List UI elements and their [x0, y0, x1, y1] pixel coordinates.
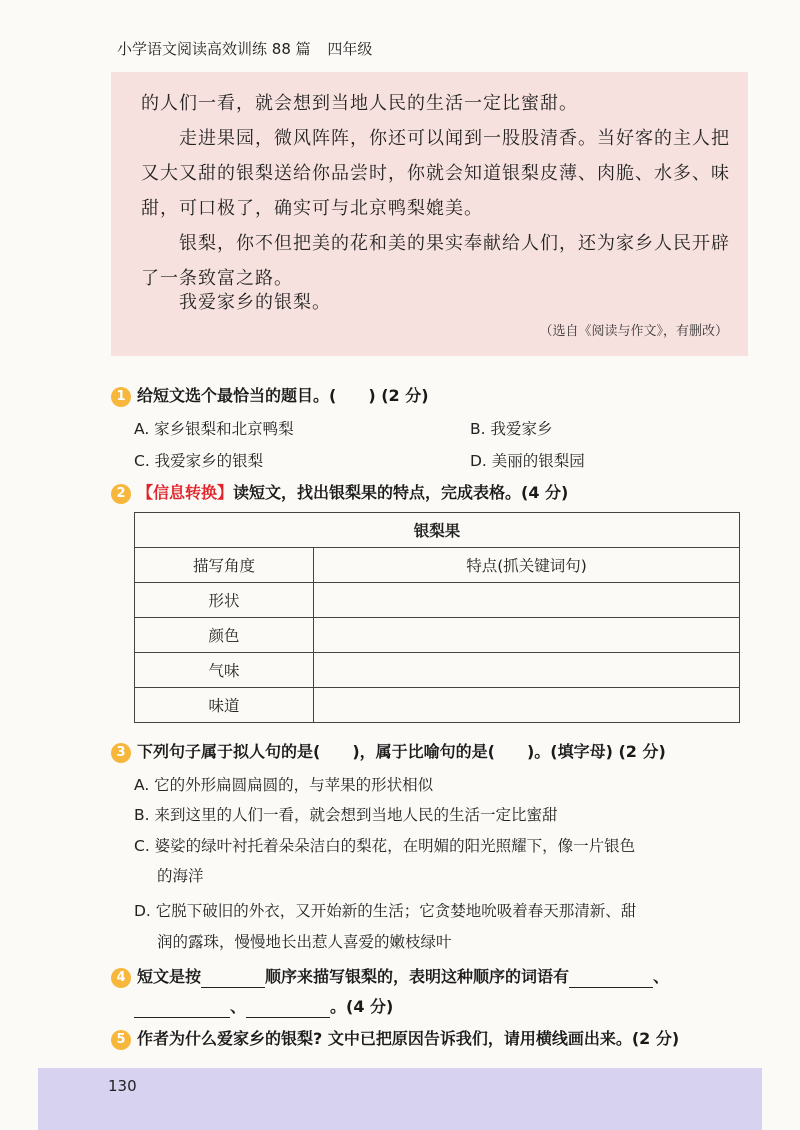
separator: 、 [653, 967, 670, 986]
question-3 [111, 741, 666, 763]
q3-option-c-continued: 的海洋 [157, 867, 204, 885]
passage-box [111, 72, 748, 356]
question-4-text-part1: 短文是按 [137, 967, 202, 986]
separator: 、 [230, 997, 247, 1016]
question-5-text: 作者为什么爱家乡的银梨? 文中已把原因告诉我们，请用横线画出来。(2 分) [137, 1029, 680, 1048]
table-row [135, 618, 740, 653]
question-2-tag: 【信息转换】 [137, 483, 234, 502]
fill-blank-order[interactable] [201, 969, 265, 988]
question-number-badge: 1 [111, 387, 131, 407]
q3-option-d[interactable]: D. 它脱下破旧的外衣，又开始新的生活；它贪婪地吮吸着春天那清新、甜 [134, 902, 637, 920]
table-title: 银梨果 [135, 513, 740, 548]
page-number: 130 [108, 1077, 137, 1095]
table-row [135, 583, 740, 618]
q3-option-a[interactable]: A. 它的外形扁圆扁圆的，与苹果的形状相似 [134, 776, 434, 794]
question-4-end: 。(4 分) [330, 997, 394, 1016]
passage-paragraph-4: 我爱家乡的银梨。 [141, 292, 331, 313]
question-4 [111, 966, 669, 988]
row-label-smell: 气味 [135, 653, 314, 688]
answer-table [134, 512, 740, 723]
passage-paragraph-2: 走进果园，微风阵阵，你还可以闻到一股股清香。当好客的主人把又大又甜的银梨送给你品尝时，你就会知道银梨皮薄、肉脆、水多、味甜，可口极了，确实可与北京鸭梨媲美。 [141, 128, 730, 219]
running-header [117, 38, 372, 59]
table-header-row [135, 548, 740, 583]
question-number-badge: 5 [111, 1030, 131, 1050]
answer-cell-color[interactable] [314, 618, 740, 653]
passage-source: （选自《阅读与作文》，有删改） [539, 324, 728, 339]
row-label-taste: 味道 [135, 688, 314, 723]
fill-blank-word-3[interactable] [246, 999, 330, 1018]
fill-blank-word-1[interactable] [569, 969, 653, 988]
q3-option-b[interactable]: B. 来到这里的人们一看，就会想到当地人民的生活一定比蜜甜 [134, 806, 558, 824]
table-header-feature: 特点(抓关键词句) [314, 548, 740, 583]
q1-option-b[interactable]: B. 我爱家乡 [470, 420, 553, 438]
footer-band [38, 1068, 762, 1130]
question-5 [111, 1028, 679, 1050]
q1-option-c[interactable]: C. 我爱家乡的银梨 [134, 452, 264, 470]
question-4-line2 [134, 996, 393, 1018]
table-row [135, 688, 740, 723]
question-2 [111, 482, 568, 504]
table-title-row [135, 513, 740, 548]
question-number-badge: 4 [111, 968, 131, 988]
table-header-angle: 描写角度 [135, 548, 314, 583]
passage-paragraph-3: 银梨，你不但把美的花和美的果实奉献给人们，还为家乡人民开辟了一条致富之路。 [141, 233, 730, 289]
q1-option-a[interactable]: A. 家乡银梨和北京鸭梨 [134, 420, 294, 438]
q1-option-d[interactable]: D. 美丽的银梨园 [470, 452, 585, 470]
row-label-shape: 形状 [135, 583, 314, 618]
table-row [135, 653, 740, 688]
question-1-text: 给短文选个最恰当的题目。( ) (2 分) [137, 386, 429, 405]
q3-option-c[interactable]: C. 婆娑的绿叶衬托着朵朵洁白的梨花，在明媚的阳光照耀下，像一片银色 [134, 837, 636, 855]
grade-label: 四年级 [327, 40, 373, 58]
answer-cell-shape[interactable] [314, 583, 740, 618]
question-number-badge: 2 [111, 484, 131, 504]
book-title: 小学语文阅读高效训练 88 篇 [117, 40, 311, 58]
question-number-badge: 3 [111, 743, 131, 763]
q3-option-d-continued: 润的露珠，慢慢地长出惹人喜爱的嫩枝绿叶 [157, 933, 452, 951]
answer-cell-smell[interactable] [314, 653, 740, 688]
row-label-color: 颜色 [135, 618, 314, 653]
question-4-text-part2: 顺序来描写银梨的，表明这种顺序的词语有 [265, 967, 570, 986]
answer-cell-taste[interactable] [314, 688, 740, 723]
passage-paragraph-1: 的人们一看，就会想到当地人民的生活一定比蜜甜。 [141, 93, 578, 114]
question-3-text: 下列句子属于拟人句的是( )，属于比喻句的是( )。(填字母) (2 分) [137, 742, 666, 761]
fill-blank-word-2[interactable] [134, 999, 230, 1018]
question-1 [111, 385, 429, 407]
question-2-text: 读短文，找出银梨果的特点，完成表格。(4 分) [233, 483, 569, 502]
